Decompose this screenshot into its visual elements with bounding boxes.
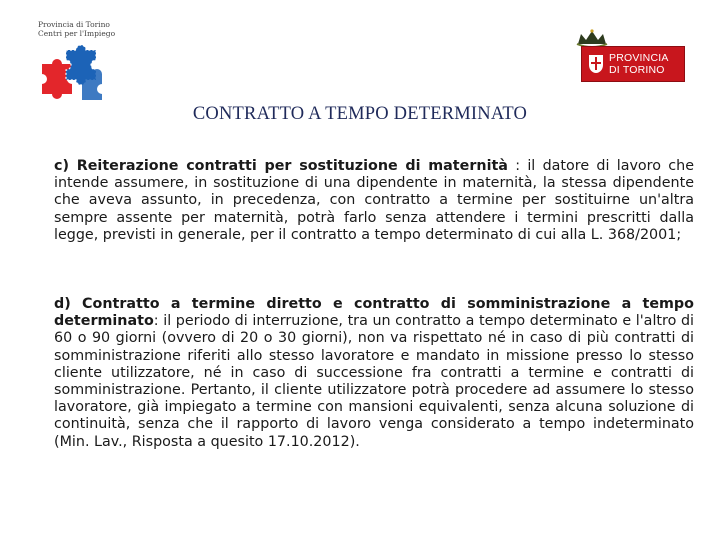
paragraph-c-lead: c) Reiterazione contratti per sostituzione di maternità: [54, 158, 508, 174]
right-logo-line2: DI TORINO: [609, 64, 665, 76]
paragraph-c: [54, 158, 694, 244]
paragraph-d: [54, 296, 694, 451]
right-logo-line1: PROVINCIA: [609, 52, 669, 64]
paragraph-d-text: : il periodo di interruzione, tra un contratto a tempo determinato e l'altro di 60 o 90 giorni (ovvero di 20 o 30 giorni), non va rispettato né in caso di più contratti di somministrazione riferiti allo stesso lavoratore e mandato in missione presso lo stesso cliente utilizzatore, né in caso di successione fra contratti a termine e contratti di somministrazione. Pertanto, il cliente utilizzatore potrà procedere ad assumere lo stesso lavoratore, già impiegato a termine con mansioni equivalenti, senza alcuna soluzione di continuità, senza che il rapporto di lavoro venga considerato a tempo indeterminato (Min. Lav., Risposta a quesito 17.10.2012).: [54, 313, 694, 450]
left-logo-line2: Centri per l'Impiego: [38, 29, 116, 38]
left-logo-line1: Provincia di Torino: [38, 20, 110, 29]
provincia-badge: [581, 46, 685, 82]
page-title: CONTRATTO A TEMPO DETERMINATO: [192, 104, 528, 124]
puzzle-icon: [38, 44, 108, 104]
provincia-torino-logo: [575, 28, 685, 83]
centri-impiego-logo: [38, 20, 148, 100]
paragraph-c-text: : il datore di lavoro che intende assumere, in sostituzione di una dipendente in maternità, la stessa dipendente che aveva assunto, in precedenza, con contratto a termine per sostituirne un'altra sempre assente per maternità, potrà farlo senza attendere i termini prescritti dalla legge, previsti in generale, per il contratto a tempo determinato di cui alla L. 368/2001;: [54, 158, 694, 243]
crown-icon: [575, 28, 609, 48]
shield-icon: [588, 54, 604, 74]
paragraph-d-lead: d) Contratto a termine diretto e contratto di somministrazione a tempo determinato: [54, 296, 694, 330]
